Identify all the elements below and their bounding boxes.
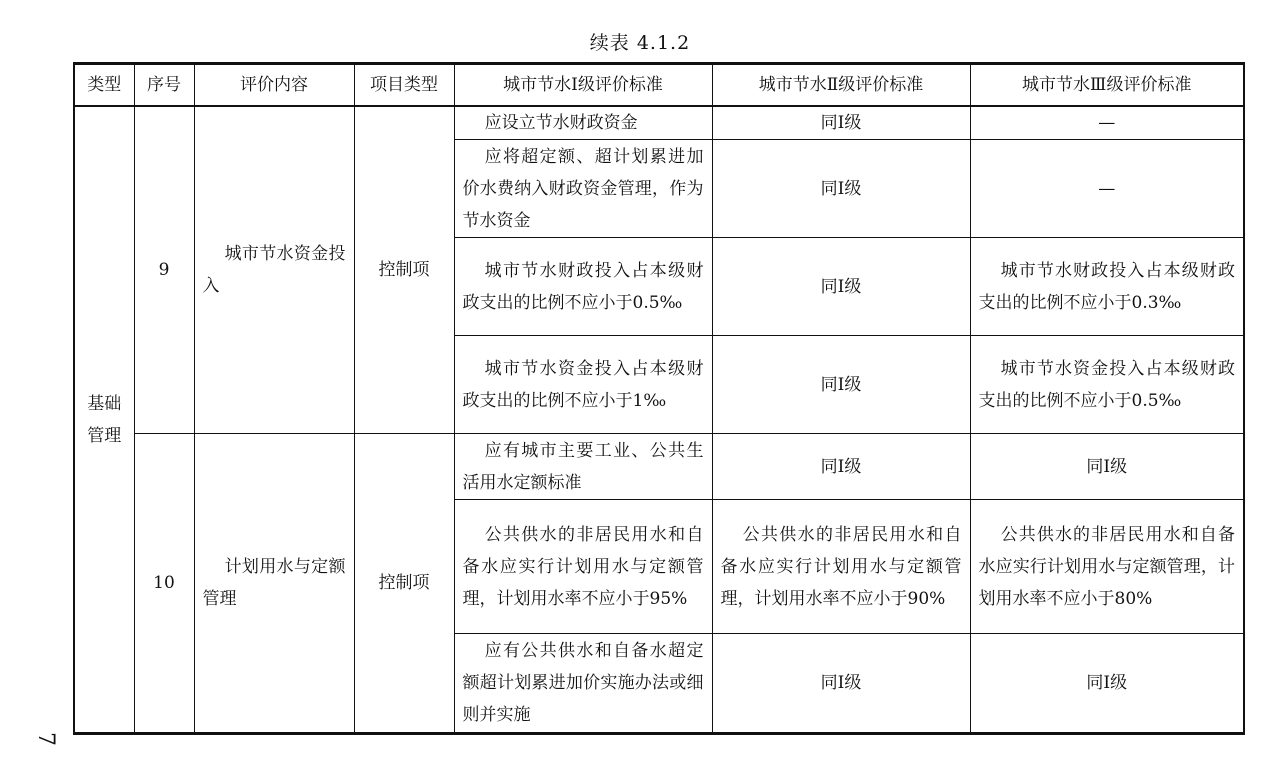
header-item-type: 项目类型 [354, 64, 454, 107]
header-category: 类型 [74, 64, 134, 107]
header-level-2: 城市节水Ⅱ级评价标准 [712, 64, 970, 107]
header-level-3: 城市节水Ⅲ级评价标准 [970, 64, 1244, 107]
table-row [74, 434, 1244, 500]
level-3-cell: 同Ⅰ级 [970, 434, 1244, 500]
level-1-cell: 公共供水的非居民用水和自备水应实行计划用水与定额管理，计划用水率不应小于95% [454, 500, 712, 634]
page-number: 7 [33, 732, 58, 746]
level-1-cell: 应设立节水财政资金 [454, 106, 712, 140]
category-cell: 基础管理 [74, 106, 134, 734]
level-2-cell: 同Ⅰ级 [712, 336, 970, 434]
level-1-cell: 城市节水财政投入占本级财政支出的比例不应小于0.5‰ [454, 238, 712, 336]
level-1-cell: 应将超定额、超计划累进加价水费纳入财政资金管理，作为节水资金 [454, 140, 712, 238]
level-3-cell: 同Ⅰ级 [970, 634, 1244, 734]
header-level-1: 城市节水Ⅰ级评价标准 [454, 64, 712, 107]
item-type-cell: 控制项 [354, 434, 454, 734]
level-3-cell: — [970, 106, 1244, 140]
level-2-cell: 同Ⅰ级 [712, 106, 970, 140]
level-2-cell: 同Ⅰ级 [712, 140, 970, 238]
level-3-cell: 城市节水财政投入占本级财政支出的比例不应小于0.3‰ [970, 238, 1244, 336]
content-cell: 城市节水资金投入 [194, 106, 354, 434]
level-3-cell: — [970, 140, 1244, 238]
table-caption: 续表 4.1.2 [589, 32, 691, 54]
header-seq: 序号 [134, 64, 194, 107]
seq-cell: 9 [134, 106, 194, 434]
table-header-row [74, 64, 1244, 107]
evaluation-standards-table [73, 62, 1245, 735]
level-2-cell: 同Ⅰ级 [712, 238, 970, 336]
seq-cell: 10 [134, 434, 194, 734]
level-1-cell: 城市节水资金投入占本级财政支出的比例不应小于1‰ [454, 336, 712, 434]
header-content: 评价内容 [194, 64, 354, 107]
level-2-cell: 公共供水的非居民用水和自备水应实行计划用水与定额管理，计划用水率不应小于90% [712, 500, 970, 634]
content-cell: 计划用水与定额管理 [194, 434, 354, 734]
level-2-cell: 同Ⅰ级 [712, 634, 970, 734]
level-3-cell: 公共供水的非居民用水和自备水应实行计划用水与定额管理，计划用水率不应小于80% [970, 500, 1244, 634]
table-row [74, 106, 1244, 140]
level-1-cell: 应有城市主要工业、公共生活用水定额标准 [454, 434, 712, 500]
level-1-cell: 应有公共供水和自备水超定额超计划累进加价实施办法或细则并实施 [454, 634, 712, 734]
level-3-cell: 城市节水资金投入占本级财政支出的比例不应小于0.5‰ [970, 336, 1244, 434]
level-2-cell: 同Ⅰ级 [712, 434, 970, 500]
item-type-cell: 控制项 [354, 106, 454, 434]
